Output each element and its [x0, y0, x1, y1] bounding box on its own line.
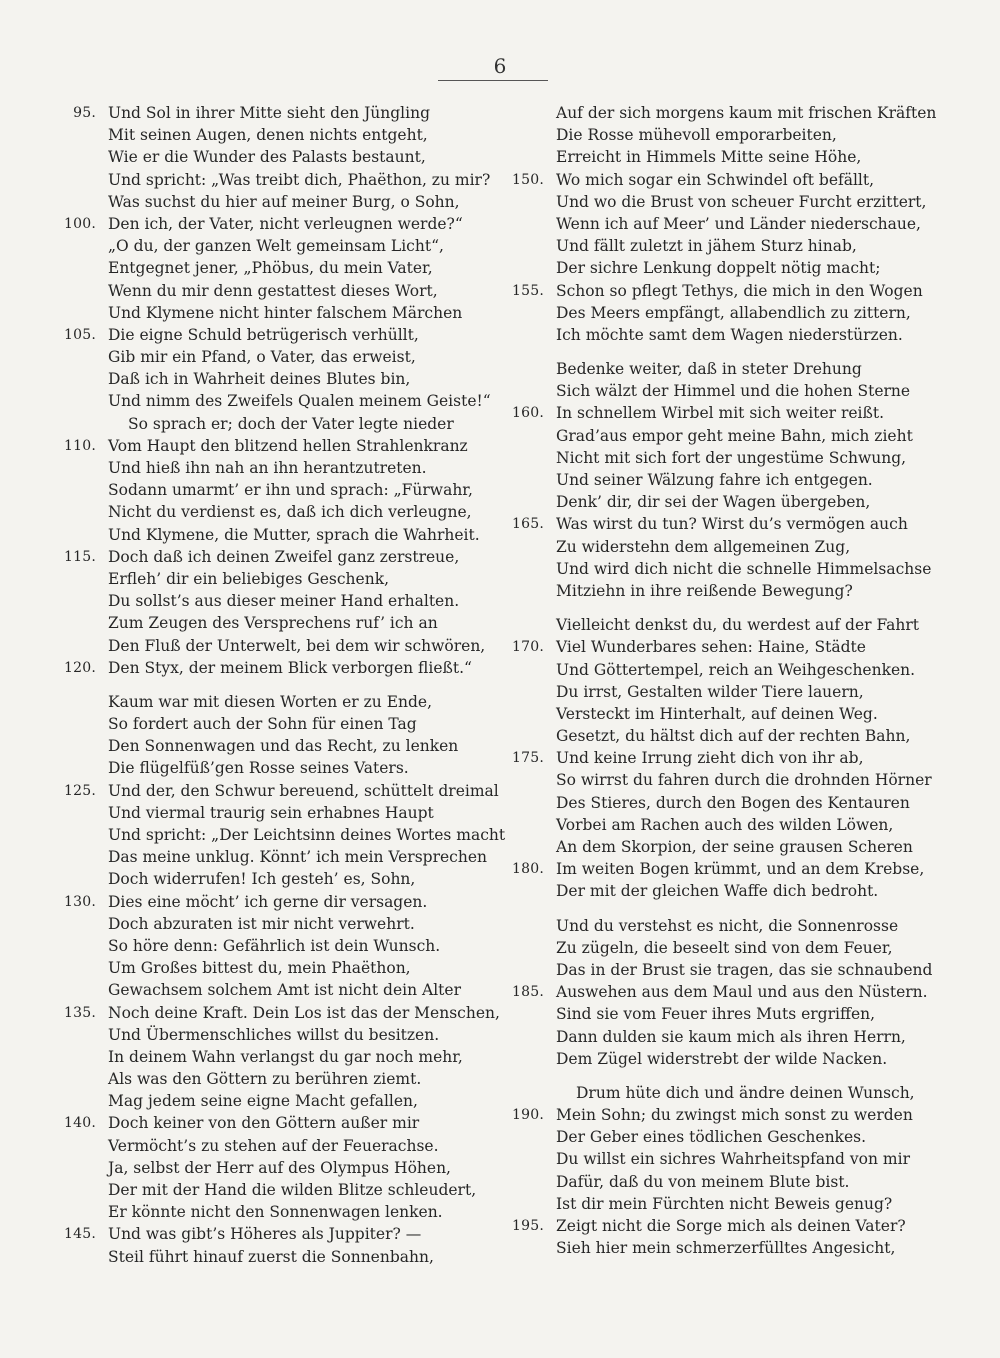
verse-text: Grad’aus empor geht meine Bahn, mich zieht — [556, 426, 913, 445]
verse-line — [488, 1126, 958, 1148]
verse-text: Und wo die Brust von scheuer Furcht erzittert, — [556, 192, 927, 211]
verse-text: Und der, den Schwur bereuend, schüttelt dreimal — [108, 781, 499, 800]
verse-line — [40, 1157, 505, 1179]
verse-line — [488, 491, 958, 513]
verse-line — [488, 1003, 958, 1025]
verse-text: Und wird dich nicht die schnelle Himmelsachse — [556, 559, 932, 578]
verse-line — [40, 146, 505, 168]
verse-text: Und was gibt’s Höheres als Juppiter? — — [108, 1225, 422, 1244]
verse-text: Bedenke weiter, daß in steter Drehung — [556, 360, 862, 379]
verse-text: Der mit der gleichen Waffe dich bedroht. — [556, 882, 879, 901]
verse-line — [488, 1048, 958, 1070]
verse-text: Und hieß ihn nah an ihn herantzutreten. — [108, 459, 427, 477]
verse-text: Steil führt hinauf zuerst die Sonnenbahn, — [108, 1247, 434, 1266]
verse-line — [488, 725, 958, 747]
verse-text: Den Sonnenwagen und das Recht, zu lenken — [108, 737, 459, 756]
verse-text: So wirrst du fahren durch die drohnden Hörner — [556, 771, 932, 790]
verse-text: Sind sie vom Feuer ihres Muts ergriffen, — [556, 1005, 876, 1024]
verse-text: Doch widerrufen! Ich gesteh’ es, Sohn, — [108, 870, 416, 889]
left-column — [40, 102, 505, 1268]
verse-line — [488, 880, 958, 902]
verse-line — [40, 1246, 505, 1268]
verse-text: So fordert auch der Sohn für einen Tag — [108, 715, 417, 734]
verse-text: Was suchst du hier auf meiner Burg, o Sohn, — [108, 192, 460, 211]
verse-text: Sich wälzt der Himmel und die hohen Sterne — [556, 382, 911, 401]
verse-line — [488, 469, 958, 491]
verse-line — [488, 1237, 958, 1259]
line-number: 170. — [512, 639, 544, 656]
verse-text: Um Großes bittest du, mein Phaëthon, — [108, 959, 411, 978]
verse-line — [488, 1215, 958, 1237]
verse-text: Sieh hier mein schmerzerfülltes Angesicht, — [556, 1239, 896, 1258]
verse-text: Nicht du verdienst es, daß ich dich verleugne, — [108, 503, 472, 522]
verse-line — [488, 358, 958, 380]
verse-line — [488, 146, 958, 168]
verse-line — [488, 1148, 958, 1170]
verse-line — [488, 747, 958, 769]
verse-text: Dem Zügel widerstrebt der wilde Nacken. — [556, 1049, 888, 1068]
verse-line — [488, 636, 958, 658]
verse-text: Schon so pflegt Tethys, die mich in den Wogen — [556, 281, 923, 300]
verse-text: Wenn du mir denn gestattest dieses Wort, — [108, 281, 438, 300]
verse-line — [488, 1193, 958, 1215]
verse-line — [488, 959, 958, 981]
verse-text: Die Rosse mühevoll emporarbeiten, — [556, 126, 837, 145]
verse-text: Zeigt nicht die Sorge mich als deinen Vater? — [556, 1217, 906, 1235]
verse-text: Zu widerstehn dem allgemeinen Zug, — [556, 537, 851, 556]
verse-line — [40, 1201, 505, 1223]
verse-line — [40, 324, 505, 346]
verse-line — [488, 280, 958, 302]
verse-text: Ja, selbst der Herr auf des Olympus Höhen, — [108, 1158, 451, 1177]
verse-text: Ist dir mein Fürchten nicht Beweis genug? — [556, 1194, 893, 1213]
verse-text: Mein Sohn; du zwingst mich sonst zu werden — [556, 1106, 913, 1125]
verse-text: Den ich, der Vater, nicht verleugnen werde?“ — [108, 214, 463, 233]
verse-line — [40, 713, 505, 735]
verse-text: Der mit der Hand die wilden Blitze schleudert, — [108, 1181, 477, 1199]
verse-text: In deinem Wahn verlangst du gar noch mehr, — [108, 1047, 463, 1066]
verse-line — [40, 1112, 505, 1134]
line-number: 135. — [64, 1004, 96, 1021]
verse-text: Kaum war mit diesen Worten er zu Ende, — [108, 692, 433, 711]
verse-line — [40, 435, 505, 457]
verse-line — [488, 659, 958, 681]
line-number: 100. — [64, 215, 96, 232]
verse-line — [40, 546, 505, 568]
verse-text: Und Klymene, die Mutter, sprach die Wahrheit. — [108, 525, 480, 544]
verse-text: Gewachsem solchem Amt ist nicht dein Alter — [108, 981, 461, 1000]
stanza-gap — [40, 679, 505, 691]
verse-line — [40, 590, 505, 612]
verse-text: Und viermal traurig sein erhabnes Haupt — [108, 803, 434, 822]
verse-text: Doch daß ich deinen Zweifel ganz zerstreue, — [108, 547, 460, 566]
verse-line — [40, 1090, 505, 1112]
verse-text: Noch deine Kraft. Dein Los ist das der Menschen, — [108, 1003, 500, 1022]
verse-text: Und Sol in ihrer Mitte sieht den Jüngling — [108, 104, 430, 122]
verse-line — [488, 981, 958, 1003]
line-number: 130. — [64, 893, 96, 910]
verse-line — [488, 302, 958, 324]
verse-line — [488, 324, 958, 346]
verse-line — [40, 735, 505, 757]
line-number: 150. — [512, 171, 544, 188]
verse-text: Zu zügeln, die beseelt sind von dem Feuer, — [556, 938, 893, 957]
verse-line — [488, 102, 958, 124]
verse-line — [488, 1082, 958, 1104]
verse-line — [488, 1171, 958, 1193]
verse-line — [488, 681, 958, 703]
verse-text: Erreicht in Himmels Mitte seine Höhe, — [556, 148, 862, 167]
verse-line — [488, 703, 958, 725]
verse-text: Mitziehn in ihre reißende Bewegung? — [556, 581, 853, 600]
verse-line — [488, 169, 958, 191]
verse-line — [40, 235, 505, 257]
verse-line — [40, 824, 505, 846]
verse-line — [488, 402, 958, 424]
verse-text: Und nimm des Zweifels Qualen meinem Geiste!“ — [108, 392, 491, 411]
verse-text: Und keine Irrung zieht dich von ihr ab, — [556, 749, 864, 768]
stanza-gap — [488, 903, 958, 915]
verse-text: Du willst ein sichres Wahrheitspfand von mir — [556, 1150, 910, 1169]
verse-line — [40, 568, 505, 590]
verse-line — [488, 1104, 958, 1126]
verse-text: Die flügelfüß’gen Rosse seines Vaters. — [108, 759, 409, 778]
verse-line — [40, 846, 505, 868]
verse-line — [488, 380, 958, 402]
line-number: 175. — [512, 750, 544, 767]
verse-text: Vielleicht denkst du, du werdest auf der Fahrt — [556, 616, 920, 635]
line-number: 125. — [64, 782, 96, 799]
verse-line — [488, 124, 958, 146]
line-number: 185. — [512, 984, 544, 1001]
verse-text: So sprach er; doch der Vater legte nieder — [128, 414, 454, 433]
verse-line — [40, 1135, 505, 1157]
verse-text: Du irrst, Gestalten wilder Tiere lauern, — [556, 682, 864, 701]
verse-line — [488, 814, 958, 836]
verse-line — [488, 191, 958, 213]
verse-line — [40, 868, 505, 890]
verse-text: Und du verstehst es nicht, die Sonnenrosse — [556, 916, 899, 935]
verse-line — [40, 124, 505, 146]
page-number-rule — [438, 80, 548, 81]
verse-line — [40, 1068, 505, 1090]
verse-text: Des Meers empfängt, allabendlich zu zittern, — [556, 303, 911, 322]
verse-line — [488, 425, 958, 447]
verse-text: Als was den Göttern zu berühren ziemt. — [108, 1070, 422, 1089]
verse-text: Auf der sich morgens kaum mit frischen Kräften — [556, 104, 937, 122]
verse-text: Ich möchte samt dem Wagen niederstürzen. — [556, 325, 903, 344]
verse-line — [40, 1002, 505, 1024]
verse-line — [40, 213, 505, 235]
verse-text: Im weiten Bogen krümmt, und an dem Krebse, — [556, 860, 925, 879]
line-number: 115. — [64, 548, 96, 565]
verse-text: Die eigne Schuld betrügerisch verhüllt, — [108, 325, 419, 344]
line-number: 155. — [512, 282, 544, 299]
verse-line — [40, 612, 505, 634]
line-number: 140. — [64, 1115, 96, 1132]
line-number: 95. — [73, 105, 96, 121]
verse-text: Daß ich in Wahrheit deines Blutes bin, — [108, 370, 411, 389]
verse-text: Und Göttertempel, reich an Weihgeschenken. — [556, 660, 916, 679]
verse-text: Drum hüte dich und ändre deinen Wunsch, — [576, 1083, 915, 1102]
verse-text: Den Fluß der Unterwelt, bei dem wir schwören, — [108, 636, 486, 655]
verse-line — [40, 302, 505, 324]
verse-text: Denk’ dir, dir sei der Wagen übergeben, — [556, 493, 871, 512]
verse-text: Sodann umarmt’ er ihn und sprach: „Fürwahr, — [108, 481, 473, 500]
verse-line — [40, 191, 505, 213]
verse-line — [40, 257, 505, 279]
verse-line — [488, 769, 958, 791]
line-number: 180. — [512, 861, 544, 878]
verse-line — [40, 390, 505, 412]
verse-text: Den Styx, der meinem Blick verborgen fließt.“ — [108, 658, 472, 677]
verse-text: Mag jedem seine eigne Macht gefallen, — [108, 1092, 418, 1111]
verse-text: Versteckt im Hinterhalt, auf deinen Weg. — [556, 704, 878, 723]
verse-text: Dafür, daß du von meinem Blute bist. — [556, 1172, 850, 1191]
verse-text: Dies eine möcht’ ich gerne dir versagen. — [108, 892, 428, 911]
verse-text: „O du, der ganzen Welt gemeinsam Licht“, — [108, 237, 444, 256]
stanza-gap — [488, 602, 958, 614]
verse-line — [488, 447, 958, 469]
verse-text: So höre denn: Gefährlich ist dein Wunsch. — [108, 936, 441, 955]
verse-text: Dann dulden sie kaum mich als ihren Herrn, — [556, 1027, 906, 1046]
line-number: 165. — [512, 516, 544, 533]
verse-text: Das meine unklug. Könnt’ ich mein Versprechen — [108, 848, 487, 867]
verse-text: Vorbei am Rachen auch des wilden Löwen, — [556, 815, 894, 834]
verse-text: Und Klymene nicht hinter falschem Märchen — [108, 303, 463, 322]
verse-text: Vom Haupt den blitzend hellen Strahlenkranz — [108, 436, 468, 455]
verse-text: Gesetzt, du hältst dich auf der rechten Bahn, — [556, 727, 911, 746]
verse-text: Und spricht: „Der Leichtsinn deines Wortes macht — [108, 826, 506, 844]
verse-text: Und fällt zuletzt in jähem Sturz hinab, — [556, 237, 857, 256]
verse-line — [40, 657, 505, 679]
verse-line — [40, 169, 505, 191]
verse-line — [40, 979, 505, 1001]
verse-line — [40, 479, 505, 501]
verse-text: Doch abzuraten ist mir nicht verwehrt. — [108, 914, 415, 933]
verse-text: Wie er die Wunder des Palasts bestaunt, — [108, 148, 426, 167]
verse-line — [40, 691, 505, 713]
line-number: 195. — [512, 1218, 544, 1234]
verse-line — [488, 915, 958, 937]
verse-line — [488, 792, 958, 814]
verse-line — [40, 524, 505, 546]
verse-line — [40, 280, 505, 302]
verse-line — [40, 935, 505, 957]
verse-line — [40, 1179, 505, 1201]
verse-text: Entgegnet jener, „Phöbus, du mein Vater, — [108, 259, 433, 278]
verse-text: An dem Skorpion, der seine grausen Scheren — [556, 838, 913, 856]
verse-line — [488, 836, 958, 858]
verse-text: Gib mir ein Pfand, o Vater, das erweist, — [108, 348, 416, 367]
verse-text: Viel Wunderbares sehen: Haine, Städte — [556, 638, 866, 657]
verse-text: Auswehen aus dem Maul und aus den Nüstern. — [556, 983, 928, 1002]
line-number: 160. — [512, 405, 544, 422]
verse-line — [488, 858, 958, 880]
verse-line — [488, 235, 958, 257]
verse-line — [40, 1024, 505, 1046]
stanza-gap — [488, 1070, 958, 1082]
verse-line — [40, 780, 505, 802]
verse-line — [40, 368, 505, 390]
verse-text: Und seiner Wälzung fahre ich entgegen. — [556, 471, 873, 489]
verse-line — [40, 346, 505, 368]
verse-text: Doch keiner von den Göttern außer mir — [108, 1114, 420, 1133]
verse-text: Wenn ich auf Meer’ und Länder niederschaue, — [556, 214, 921, 233]
verse-text: Wo mich sogar ein Schwindel oft befällt, — [556, 170, 875, 189]
verse-text: Nicht mit sich fort der ungestüme Schwung, — [556, 448, 907, 467]
verse-line — [40, 457, 505, 479]
page-number: 6 — [493, 54, 507, 78]
line-number: 145. — [64, 1226, 96, 1243]
verse-line — [40, 1046, 505, 1068]
verse-line — [488, 536, 958, 558]
verse-line — [40, 891, 505, 913]
verse-text: Vermöcht’s zu stehen auf der Feuerachse. — [108, 1136, 439, 1155]
verse-text: Des Stieres, durch den Bogen des Kentauren — [556, 793, 910, 812]
verse-line — [40, 802, 505, 824]
verse-text: Der sichre Lenkung doppelt nötig macht; — [556, 259, 881, 278]
verse-text: Das in der Brust sie tragen, das sie schnaubend — [556, 960, 933, 979]
verse-text: Er könnte nicht den Sonnenwagen lenken. — [108, 1203, 443, 1222]
verse-line — [40, 913, 505, 935]
verse-line — [40, 501, 505, 523]
verse-line — [488, 937, 958, 959]
verse-text: In schnellem Wirbel mit sich weiter reißt. — [556, 404, 885, 423]
verse-line — [40, 757, 505, 779]
verse-text: Der Geber eines tödlichen Geschenkes. — [556, 1128, 867, 1147]
verse-text: Was wirst du tun? Wirst du’s vermögen auch — [556, 515, 908, 534]
verse-line — [488, 213, 958, 235]
right-column — [488, 102, 958, 1259]
verse-text: Und Übermenschliches willst du besitzen. — [108, 1025, 440, 1044]
line-number: 190. — [512, 1107, 544, 1124]
line-number: 110. — [64, 437, 96, 454]
verse-line — [488, 257, 958, 279]
verse-text: Zum Zeugen des Versprechens ruf’ ich an — [108, 614, 438, 633]
verse-text: Erfleh’ dir ein beliebiges Geschenk, — [108, 569, 390, 588]
verse-line — [40, 957, 505, 979]
verse-line — [488, 513, 958, 535]
verse-line — [488, 614, 958, 636]
line-number: 105. — [64, 326, 96, 343]
verse-line — [40, 1223, 505, 1245]
verse-line — [488, 558, 958, 580]
verse-line — [40, 102, 505, 124]
line-number: 120. — [64, 659, 96, 676]
verse-line — [40, 413, 505, 435]
verse-text: Und spricht: „Was treibt dich, Phaëthon, zu mir? — [108, 170, 491, 189]
verse-line — [488, 580, 958, 602]
verse-text: Du sollst’s aus dieser meiner Hand erhalten. — [108, 592, 460, 611]
verse-line — [488, 1026, 958, 1048]
verse-line — [40, 635, 505, 657]
stanza-gap — [488, 346, 958, 358]
verse-text: Mit seinen Augen, denen nichts entgeht, — [108, 126, 428, 145]
